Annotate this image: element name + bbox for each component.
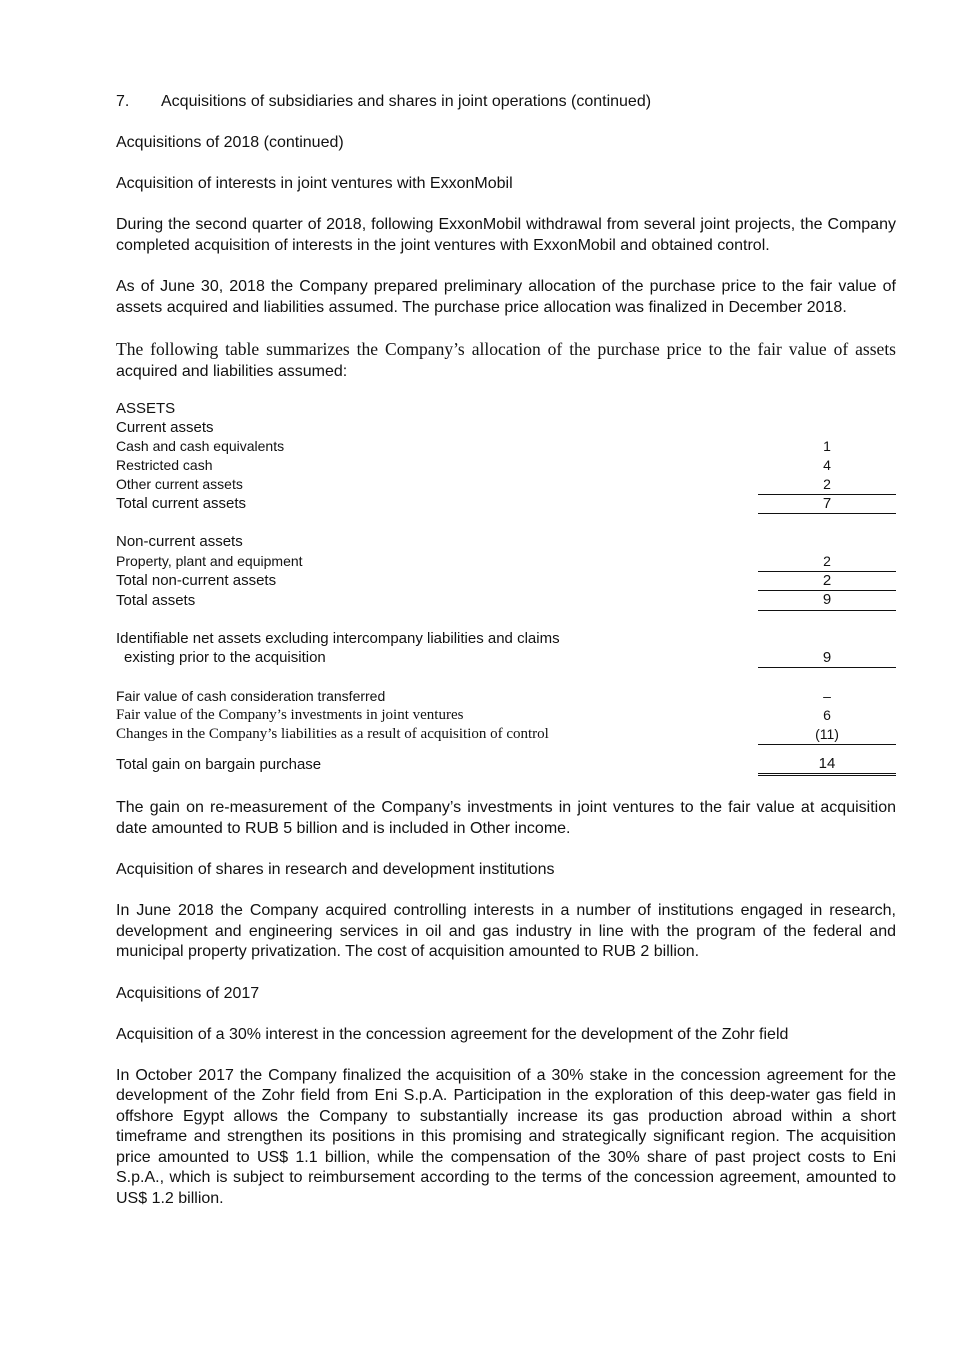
total-current-label: Total current assets: [116, 495, 247, 513]
zohr-heading: Acquisition of a 30% interest in the concession agreement for the development of the Zohr field: [116, 1025, 789, 1043]
exxon-heading: Acquisition of interests in joint ventures with ExxonMobil: [116, 175, 513, 192]
table-row: [116, 494, 896, 514]
table-row: [116, 591, 896, 611]
exxon-paragraph-2: As of June 30, 2018 the Company prepared preliminary allocation of the purchase price to the fair value of assets acquired and liabilities assumed. The purchase price allocation was finalized in December 2018.: [116, 278, 896, 316]
section-number: 7.: [116, 93, 130, 110]
total-assets-value: 9: [758, 591, 896, 611]
table-row: [116, 706, 896, 725]
acq2017-heading: Acquisitions of 2017: [116, 984, 260, 1002]
table-row: [116, 755, 896, 775]
exxon-paragraph-1: During the second quarter of 2018, following ExxonMobil withdrawal from several joint projects, the Company completed acquisition of interests in the joint ventures with ExxonMobil and obtained control.: [116, 216, 896, 254]
fv-invest-value: 6: [823, 707, 831, 724]
row-value: 1: [823, 438, 831, 455]
subtitle: Acquisitions of 2018 (continued): [116, 134, 344, 151]
row-label: Property, plant and equipment: [116, 553, 303, 570]
row-label: Other current assets: [116, 476, 243, 493]
zohr-paragraph: In October 2017 the Company finalized the acquisition of a 30% stake in the concession agreement for the development of the Zohr field from Eni S.p.A. Participation in the exploration of this deep-water gas field in offshore Egypt allows the Company to substantially increase its gas production abroad within a short timeframe and strengthen its positions in this promising and strategically significant region. The acquisition price amounted to US$ 1.1 billion, while the compensation of the 30% share of past project costs to Eni S.p.A., which is subject to reimbursement according to the terms of the concession agreement, amounted to US$ 1.2 billion.: [116, 1066, 896, 1207]
row-value: 2: [758, 552, 896, 571]
fv-cash-label: Fair value of cash consideration transferred: [116, 688, 386, 705]
exxon-paragraph-3-tail: acquired and liabilities assumed:: [116, 362, 348, 380]
allocation-table: [116, 400, 896, 776]
section-title: Acquisitions of subsidiaries and shares in joint operations (continued): [161, 93, 652, 110]
gain-paragraph: The gain on re-measurement of the Company’s investments in joint ventures to the fair value at acquisition date amounted to RUB 5 billion and is included in Other income.: [116, 799, 896, 837]
exxon-paragraph-3: [116, 339, 896, 382]
page-content: [116, 92, 896, 1230]
table-row: [116, 400, 896, 419]
fv-invest-label: Fair value of the Company’s investments in joint ventures: [116, 707, 464, 724]
total-current-value: 7: [758, 494, 896, 514]
assets-header: ASSETS: [116, 400, 176, 417]
noncurrent-assets-header: Non-current assets: [116, 533, 243, 551]
table-row: [116, 419, 896, 438]
table-row: [116, 533, 896, 552]
current-assets-header: Current assets: [116, 418, 214, 436]
table-row: [116, 630, 896, 649]
total-gain-value: 14: [758, 755, 896, 775]
section-heading: [116, 92, 896, 112]
changes-value: (11): [758, 725, 896, 744]
research-paragraph: In June 2018 the Company acquired controlling interests in a number of institutions engaged in research, development and engineering services in oil and gas industry in line with the program of the federal and municipal property privatization. The cost of acquisition amounted to RUB 2 billion.: [116, 902, 896, 961]
table-row: [116, 649, 896, 668]
row-label: Restricted cash: [116, 457, 213, 474]
table-row: [116, 571, 896, 591]
total-noncurrent-label: Total non-current assets: [116, 572, 277, 590]
table-row: [116, 725, 896, 744]
total-noncurrent-value: 2: [758, 571, 896, 591]
table-row: [116, 475, 896, 494]
total-assets-label: Total assets: [116, 591, 196, 609]
exxon-paragraph-3-lead: The following table summarizes the Company’s allocation of the purchase price to the fair value of assets: [116, 339, 896, 359]
total-gain-label: Total gain on bargain purchase: [116, 756, 322, 774]
row-value: 4: [823, 457, 831, 474]
row-value: 2: [758, 475, 896, 494]
table-row: [116, 552, 896, 571]
fv-cash-value: –: [823, 688, 831, 705]
net-assets-label-line2: existing prior to the acquisition: [124, 649, 326, 667]
research-heading: Acquisition of shares in research and development institutions: [116, 861, 555, 879]
table-row: [116, 456, 896, 475]
changes-label: Changes in the Company’s liabilities as a result of acquisition of control: [116, 726, 549, 743]
table-row: [116, 687, 896, 706]
row-label: Cash and cash equivalents: [116, 438, 285, 455]
net-assets-value: 9: [758, 649, 896, 668]
net-assets-label-line1: Identifiable net assets excluding intercompany liabilities and claims: [116, 630, 560, 648]
table-row: [116, 437, 896, 456]
